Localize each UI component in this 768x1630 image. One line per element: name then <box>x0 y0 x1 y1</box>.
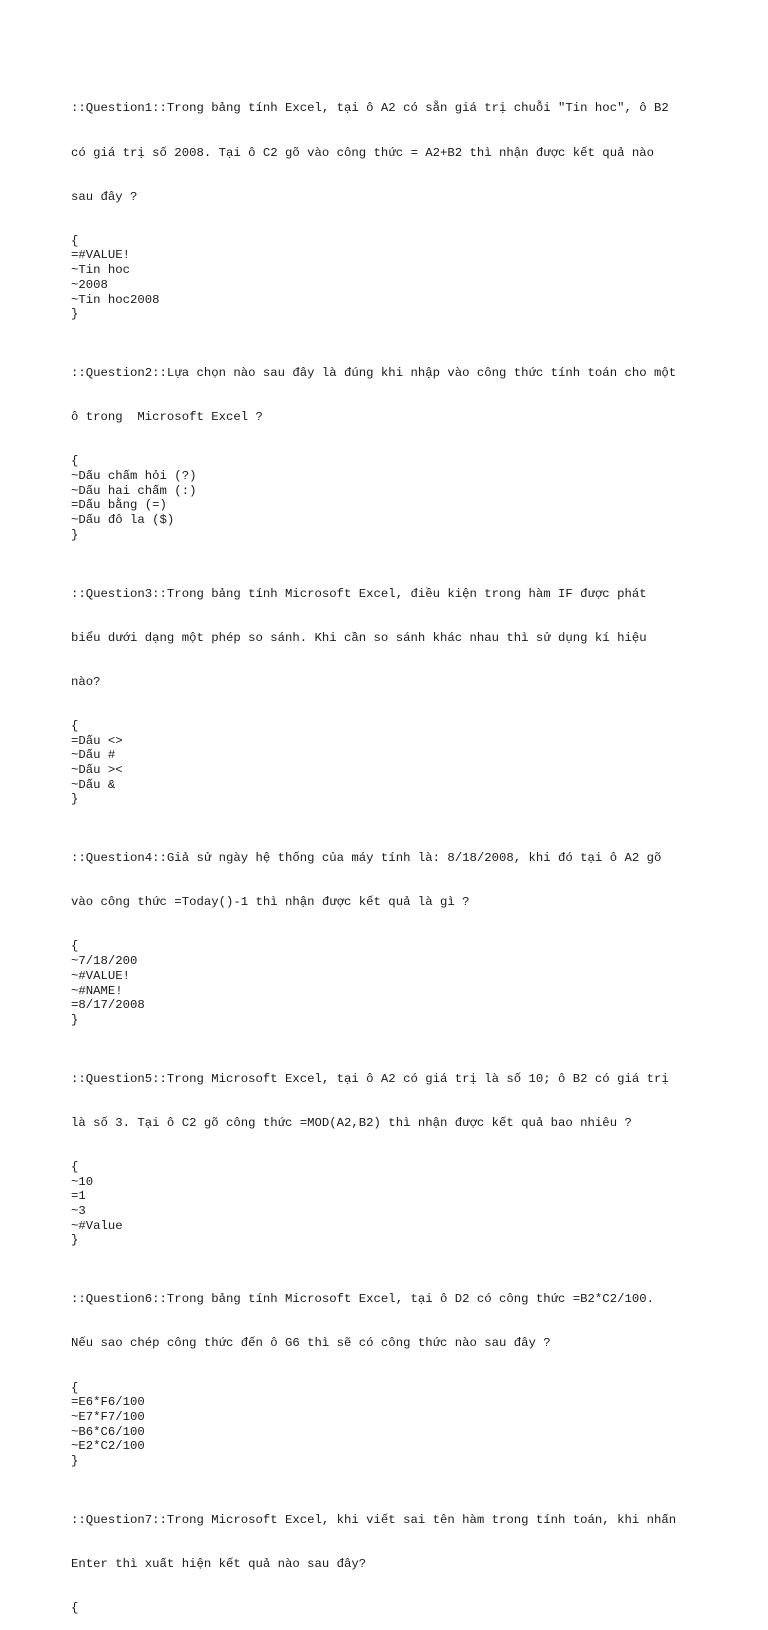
question-block-1 <box>71 72 711 322</box>
question-line: là số 3. Tại ô C2 gõ công thức =MOD(A2,B2) thì nhận được kết quả bao nhiêu ? <box>71 1115 632 1130</box>
question-line: ::Question6::Trong bảng tính Microsoft Excel, tại ô D2 có công thức =B2*C2/100. <box>71 1292 654 1307</box>
answer-option: ~Tin hoc <box>71 263 131 278</box>
answer-option: ~Dấu đô la ($) <box>71 513 175 528</box>
answer-option: ~3 <box>71 1204 86 1219</box>
answer-option: ~10 <box>71 1174 94 1189</box>
open-brace: { <box>71 1159 79 1174</box>
answer-option: =#VALUE! <box>71 248 131 263</box>
question-line: vào công thức =Today()-1 thì nhận được kết quả là gì ? <box>71 895 470 910</box>
answer-option: ~E7*F7/100 <box>71 1409 145 1424</box>
question-line: ::Question5::Trong Microsoft Excel, tại ô A2 có giá trị là số 10; ô B2 có giá trị <box>71 1071 669 1086</box>
answer-option: ~Dấu # <box>71 748 116 763</box>
question-line: biểu dưới dạng một phép so sánh. Khi cần so sánh khác nhau thì sử dụng kí hiệu <box>71 630 647 645</box>
document-body <box>71 72 711 1630</box>
question-line: ::Question1::Trong bảng tính Excel, tại ô A2 có sẵn giá trị chuỗi "Tin hoc", ô B2 <box>71 101 669 116</box>
open-brace: { <box>71 939 79 954</box>
question-block-5 <box>71 1042 711 1248</box>
question-line: ::Question7::Trong Microsoft Excel, khi viết sai tên hàm trong tính toán, khi nhấn <box>71 1512 677 1527</box>
question-text <box>71 1483 711 1601</box>
question-line: Enter thì xuất hiện kết quả nào sau đây? <box>71 1556 367 1571</box>
answer-option: =Dấu bằng (=) <box>71 498 167 513</box>
answer-option: ~Dấu & <box>71 777 116 792</box>
answer-option: ~Dấu hai chấm (:) <box>71 483 197 498</box>
question-block-3 <box>71 557 711 807</box>
question-text <box>71 557 711 719</box>
close-brace: } <box>71 307 79 322</box>
question-text <box>71 822 711 940</box>
answer-option: ~7/18/200 <box>71 954 138 969</box>
question-line: sau đây ? <box>71 189 138 204</box>
question-text <box>71 72 711 234</box>
question-line: ::Question4::Giả sử ngày hệ thống của máy tính là: 8/18/2008, khi đó tại ô A2 gõ <box>71 851 662 866</box>
answer-option: =E6*F6/100 <box>71 1395 145 1410</box>
answer-option: ~B6*C6/100 <box>71 1424 145 1439</box>
answer-option: ~#NAME! <box>71 983 123 998</box>
close-brace: } <box>71 527 79 542</box>
answer-option: ~Tin hoc2008 <box>71 292 160 307</box>
answer-option: =Dấu <> <box>71 733 123 748</box>
open-brace: { <box>71 1380 79 1395</box>
question-text <box>71 1263 711 1381</box>
question-block-4 <box>71 822 711 1028</box>
answer-option: =1 <box>71 1189 86 1204</box>
close-brace: } <box>71 1233 79 1248</box>
open-brace: { <box>71 718 79 733</box>
question-block-2 <box>71 337 711 543</box>
answer-option: ~Dấu >< <box>71 763 123 778</box>
answer-option: =8/17/2008 <box>71 998 145 1013</box>
question-line: ::Question3::Trong bảng tính Microsoft Excel, điều kiện trong hàm IF được phát <box>71 586 647 601</box>
open-brace: { <box>71 454 79 469</box>
close-brace: } <box>71 1454 79 1469</box>
answer-option: ~#Value <box>71 1218 123 1233</box>
close-brace: } <box>71 1012 79 1027</box>
answer-option: ~E2*C2/100 <box>71 1439 145 1454</box>
question-block-7 <box>71 1483 711 1615</box>
question-line: ::Question2::Lựa chọn nào sau đây là đúng khi nhập vào công thức tính toán cho một <box>71 366 677 381</box>
close-brace: } <box>71 792 79 807</box>
answer-option: ~#VALUE! <box>71 968 131 983</box>
answer-option: ~2008 <box>71 277 108 292</box>
answer-option: ~Dấu chấm hỏi (?) <box>71 468 197 483</box>
open-brace: { <box>71 233 79 248</box>
question-text <box>71 1042 711 1160</box>
question-line: Nếu sao chép công thức đến ô G6 thì sẽ có công thức nào sau đây ? <box>71 1336 551 1351</box>
question-line: có giá trị số 2008. Tại ô C2 gõ vào công thức = A2+B2 thì nhận được kết quả nào <box>71 145 654 160</box>
open-brace: { <box>71 1601 79 1616</box>
question-block-6 <box>71 1263 711 1469</box>
question-text <box>71 337 711 455</box>
question-line: ô trong Microsoft Excel ? <box>71 410 263 425</box>
question-line: nào? <box>71 674 101 689</box>
